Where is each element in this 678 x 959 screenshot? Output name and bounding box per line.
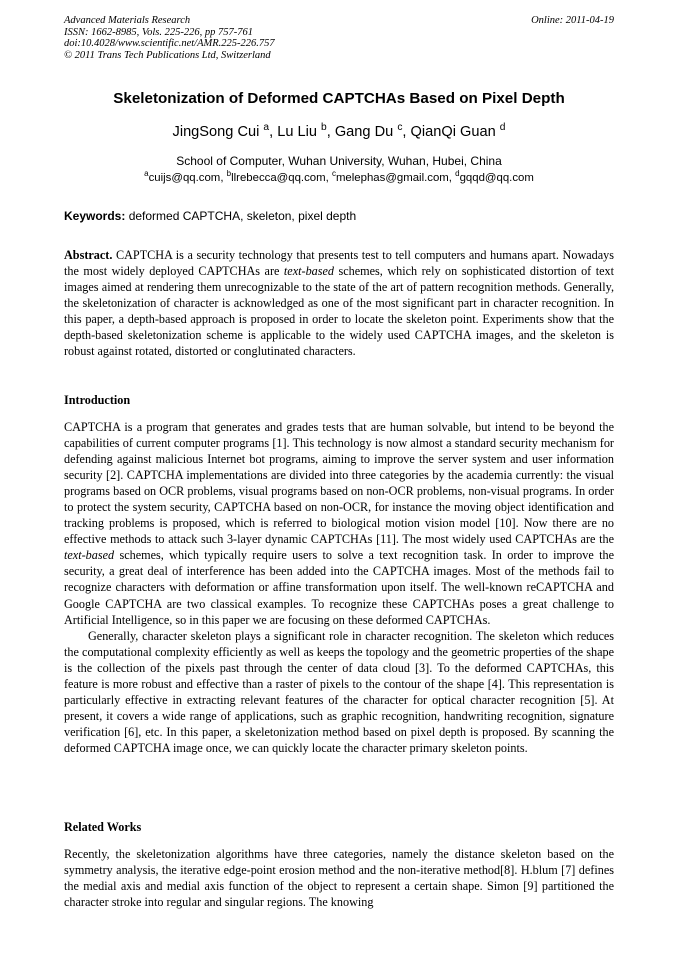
- introduction-body: [64, 419, 614, 756]
- paper-title: Skeletonization of Deformed CAPTCHAs Based on Pixel Depth: [113, 90, 565, 107]
- copyright-line: © 2011 Trans Tech Publications Ltd, Switzerland: [64, 49, 271, 61]
- paragraph: [64, 419, 614, 628]
- email-mark: a: [144, 169, 149, 179]
- abstract-text: schemes, which rely on sophisticated distortion of text images aimed at rendering them unrecognizable to the state of the art of pattern recognition methods. Generally, the skeletonization of character is acknowledged as one of the most significant part in character recognition. In this paper, a depth-based approach is proposed in order to locate the skeleton point. Experiments show that the depth-based skeletonization scheme is applicable to the widely used CAPTCHA images, and the skeleton is robust against rotated, distorted or conglutinated characters.: [64, 264, 615, 359]
- email-mark: d: [455, 169, 460, 179]
- paragraph-text: schemes, which typically require users to solve a text recognition task. In order to improve the security, a great deal of interference has been added into the CAPTCHA images. Most of the methods fail to recognize characters with deformation or affine transformation upon itself. The well-known reCAPTCHA and Google CAPTCHA are two classical examples. To recognize these CAPTCHAs poses a great challenge to Artificial Intelligence, so in this paper we are focusing on these deformed CAPTCHAs.: [64, 548, 614, 627]
- email-address: melephas@gmail.com: [335, 172, 449, 184]
- paragraph-text: CAPTCHA is a program that generates and grades tests that are human solvable, but intend to be beyond the capabilities of current computer programs [1]. This technology is now almost a standard security mechanism for defending against malicious Internet bot programs, aiming to improve the server system and user information security [2]. CAPTCHA implementations are divided into three categories by the academia currently: the visual programs based on OCR problems, visual programs based on non-OCR problems, non-visual programs. In order to protect the system security, CAPTCHA based on non-OCR, for instance the moving object identification and tracking problems is proposed, which is referred to biological motion vision model [10]. Now there are no effective methods to attack such 3-layer dynamic CAPTCHAs [11]. The most widely used CAPTCHAs are the: [64, 420, 614, 547]
- journal-header: [64, 15, 614, 61]
- author-mark: b: [321, 122, 327, 134]
- section-heading-introduction: Introduction: [64, 393, 131, 407]
- author-name: JingSong Cui: [172, 124, 260, 140]
- paragraph: Recently, the skeletonization algorithms have three categories, namely the distance skeleton based on the symmetry analysis, the iterative edge-point erosion method and the non-iterative method[8]. H.blum [7] defines the medial axis and medial axis function of the object to represent a certain shape. Simon [9] partitioned the character stroke into regular and singular regions. The knowing: [64, 847, 614, 910]
- section-heading-related-works: Related Works: [64, 820, 142, 834]
- keywords-label: Keywords:: [64, 209, 126, 223]
- email-address: gqqd@qq.com: [459, 172, 534, 184]
- affiliation: School of Computer, Wuhan University, Wuhan, Hubei, China: [176, 154, 502, 168]
- journal-name: Advanced Materials Research: [64, 15, 191, 26]
- email-address: cuijs@qq.com: [148, 172, 221, 184]
- abstract: [64, 247, 614, 359]
- doi-line: doi:10.4028/www.scientific.net/AMR.225-226.757: [64, 38, 275, 50]
- paragraph: Generally, character skeleton plays a significant role in character recognition. The skeleton which reduces the computational complexity efficiently as well as keeps the topology and the geometric properties of the shape is the collection of the pixels past through the center of data cloud [3]. To the deformed CAPTCHAs, this feature is more robust and effective than a raster of pixels to the contour of the shape [4]. This representation is particularly effective in extracting relevant features of the character for optical character recognition [5]. At present, it covers a wide range of applications, such as graphic recognition, handwriting recognition, signature verification [6], etc. In this paper, a skeletonization method based on pixel depth is proposed. By scanning the deformed CAPTCHA image once, we can quickly locate the character primary skeleton points.: [64, 628, 614, 755]
- issn-line: ISSN: 1662-8985, Vols. 225-226, pp 757-761: [64, 26, 253, 38]
- author-name: QianQi Guan: [410, 124, 496, 140]
- abstract-label: Abstract.: [64, 248, 113, 262]
- abstract-text: CAPTCHA is a security technology that presents test to tell computers and humans apart. Nowadays the most widely deployed CAPTCHAs are: [64, 248, 615, 279]
- email-mark: b: [226, 169, 232, 179]
- author-mark: a: [263, 122, 270, 134]
- author-list: JingSong Cui $^a$, Lu Liu $^b$, Gang Du $^c$, QianQi Guan $^d$: [172, 122, 506, 140]
- author-mark: c: [397, 122, 403, 134]
- email-address: llrebecca@qq.com: [231, 172, 326, 184]
- email-list: $^a$cuijs@qq.com, $^b$llrebecca@qq.com, $^c$melephas@gmail.com, $^d$gqqd@qq.com: [144, 169, 534, 184]
- keywords-text: deformed CAPTCHA, skeleton, pixel depth: [128, 209, 357, 223]
- keywords-line: [64, 209, 614, 223]
- abstract-emphasis: text-based: [283, 264, 335, 279]
- paragraph-emphasis: text-based: [64, 548, 115, 563]
- author-name: Gang Du: [334, 124, 394, 140]
- author-mark: d: [499, 122, 506, 134]
- online-date: Online: 2011-04-19: [531, 15, 614, 26]
- author-name: Lu Liu: [277, 124, 317, 140]
- related-works-body: [64, 846, 614, 910]
- email-mark: c: [331, 169, 336, 179]
